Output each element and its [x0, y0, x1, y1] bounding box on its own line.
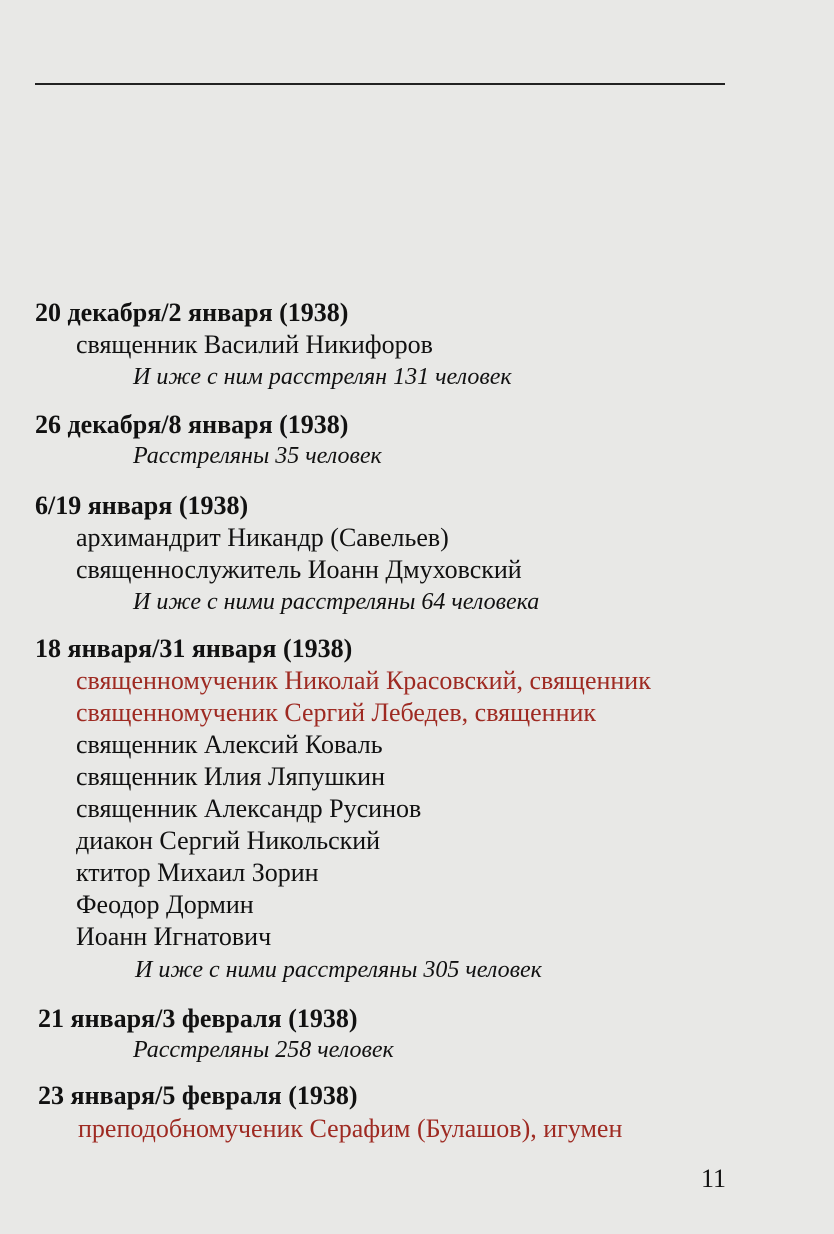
- entry-name: священник Василий Никифоров: [76, 330, 433, 359]
- entry-name: ктитор Михаил Зорин: [76, 858, 319, 887]
- saint-name: священномученик Николай Красовский, священник: [76, 666, 651, 695]
- entry-name: Иоанн Игнатович: [76, 922, 272, 951]
- entry-name: священник Александр Русинов: [76, 794, 422, 823]
- entry-date: 6/19 января (1938): [35, 491, 249, 520]
- entry-name: Феодор Дормин: [76, 890, 254, 919]
- entry-name: священнослужитель Иоанн Дмуховский: [76, 555, 522, 584]
- saint-name: священномученик Сергий Лебедев, священник: [76, 698, 597, 727]
- entry-note: Расстреляны 258 человек: [133, 1037, 394, 1063]
- entry-name: диакон Сергий Никольский: [76, 826, 381, 855]
- entry-note: Расстреляны 35 человек: [133, 443, 382, 469]
- entry-note: И иже с ними расстреляны 64 человека: [133, 589, 540, 615]
- entry-name: священник Илия Ляпушкин: [76, 762, 385, 791]
- entry-date: 26 декабря/8 января (1938): [35, 410, 349, 439]
- entry-name: архимандрит Никандр (Савельев): [76, 523, 449, 552]
- entry-note: И иже с ними расстреляны 305 человек: [135, 957, 542, 983]
- entry-note: И иже с ним расстрелян 131 человек: [133, 364, 512, 390]
- entry-date: 21 января/3 февраля (1938): [38, 1004, 358, 1033]
- header-rule: [35, 83, 725, 85]
- entry-name: священник Алексий Коваль: [76, 730, 383, 759]
- saint-name: преподобномученик Серафим (Булашов), игумен: [78, 1114, 623, 1143]
- entry-date: 23 января/5 февраля (1938): [38, 1081, 358, 1110]
- entry-date: 20 декабря/2 января (1938): [35, 298, 349, 327]
- entry-date: 18 января/31 января (1938): [35, 634, 353, 663]
- page-number: 11: [700, 1164, 726, 1193]
